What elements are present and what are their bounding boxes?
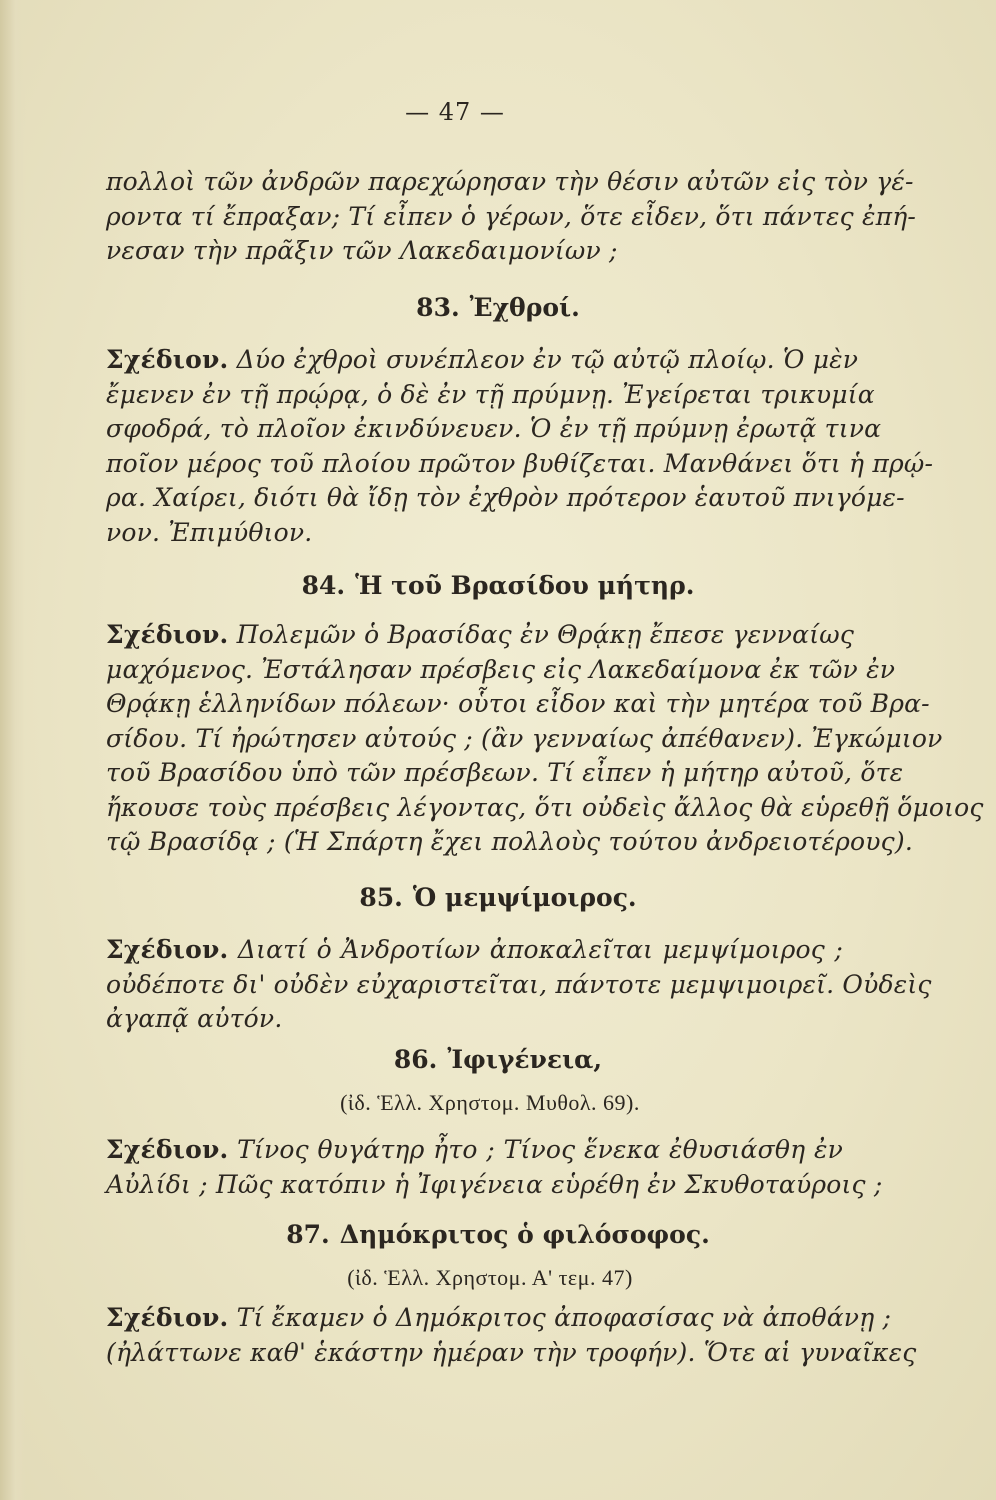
section-heading-87 (0, 1220, 996, 1249)
text-line: (ἠλάττωνε καθ' ἑκάστην ἡμέραν τὴν τροφήν). Ὅτε αἱ γυναῖκες (106, 1337, 917, 1367)
text-line: τοῦ Βρασίδου ὑπὸ τῶν πρέσβεων. Τί εἶπεν ἡ μήτηρ αὐτοῦ, ὅτε (106, 758, 904, 787)
section-title: Ἡ τοῦ Βρασίδου μήτηρ. (355, 571, 695, 600)
text-line: Θρᾴκῃ ἑλληνίδων πόλεων· οὗτοι εἶδον καὶ τὴν μητέρα τοῦ Βρα- (106, 689, 930, 718)
section-title: Ἐχθροί. (469, 293, 580, 322)
text-line: ρα. Χαίρει, διότι θὰ ἴδῃ τὸν ἐχθρὸν πρότερον ἑαυτοῦ πνιγόμε- (106, 483, 905, 512)
text-line: πολλοὶ τῶν ἀνδρῶν παρεχώρησαν τὴν θέσιν αὐτῶν εἰς τὸν γέ- (106, 167, 914, 196)
section-number: 85. (359, 883, 403, 912)
section-number: 86. (393, 1045, 438, 1074)
section-body-83 (106, 343, 934, 550)
section-heading-83 (0, 293, 996, 322)
section-number: 83. (416, 293, 460, 322)
text-line: οὐδέποτε δι' οὐδὲν εὐχαριστεῖται, πάντοτε μεμψιμοιρεῖ. Οὐδεὶς (106, 969, 932, 999)
section-body-86 (106, 1133, 883, 1202)
section-reference-86: (ἰδ. Ἑλλ. Χρηστομ. Μυθολ. 69). (340, 1090, 640, 1115)
text-line: Αὐλίδι ; Πῶς κατόπιν ἡ Ἰφιγένεια εὑρέθη ἐν Σκυθοταύροις ; (106, 1169, 883, 1199)
section-body-85 (106, 933, 932, 1037)
section-number: 84. (301, 571, 346, 600)
section-heading-86 (0, 1045, 996, 1074)
text-line: ἀγαπᾷ αὐτόν. (106, 1004, 283, 1033)
section-title: Ἰφιγένεια, (447, 1045, 603, 1074)
section-heading-85 (0, 883, 996, 912)
text-line: Σχέδιον. Τί ἔκαμεν ὁ Δημόκριτος ἀποφασίσας νὰ ἀποθάνῃ ; (106, 1303, 892, 1332)
text-line: τῷ Βρασίδᾳ ; (Ἡ Σπάρτη ἔχει πολλοὺς τούτου ἀνδρειοτέρους). (106, 827, 913, 856)
text-line: σίδου. Τί ἠρώτησεν αὐτούς ; (ἂν γενναίως ἀπέθανεν). Ἐγκώμιον (106, 723, 943, 753)
section-lead: Σχέδιον. (106, 345, 229, 374)
text-line: νεσαν τὴν πρᾶξιν τῶν Λακεδαιμονίων ; (106, 236, 618, 265)
text-line: Σχέδιον. Πολεμῶν ὁ Βρασίδας ἐν Θρᾴκῃ ἔπεσε γενναίως (106, 620, 855, 649)
text-line: ἤκουσε τοὺς πρέσβεις λέγοντας, ὅτι οὐδεὶς ἄλλος θὰ εὑρεθῇ ὅμοιος (106, 792, 984, 822)
text-line: Σχέδιον. Τίνος θυγάτηρ ἦτο ; Τίνος ἕνεκα ἐθυσιάσθη ἐν (106, 1135, 843, 1164)
page-number: — 47 — (405, 98, 505, 126)
section-heading-84 (0, 571, 996, 600)
text-line: ροντα τί ἔπραξαν; Τί εἶπεν ὁ γέρων, ὅτε εἶδεν, ὅτι πάντες ἐπή- (106, 201, 917, 231)
text-line: σφοδρά, τὸ πλοῖον ἐκινδύνευεν. Ὁ ἐν τῇ πρύμνῃ ἐρωτᾷ τινα (106, 414, 882, 443)
text-line: ἔμενεν ἐν τῇ πρῴρᾳ, ὁ δὲ ἐν τῇ πρύμνῃ. Ἐγείρεται τρικυμία (106, 379, 875, 409)
text-line: νον. Ἐπιμύθιον. (106, 517, 313, 547)
section-title: Ὁ μεμψίμοιρος. (412, 883, 637, 912)
section-lead: Σχέδιον. (106, 1303, 229, 1332)
section-title: Δημόκριτος ὁ φιλόσοφος. (339, 1220, 710, 1249)
section-lead: Σχέδιον. (106, 1135, 229, 1164)
section-number: 87. (286, 1220, 330, 1249)
section-reference-87: (ἰδ. Ἑλλ. Χρηστομ. Α' τεμ. 47) (347, 1265, 633, 1290)
text-line: Σχέδιον. Δύο ἐχθροὶ συνέπλεον ἐν τῷ αὐτῷ πλοίῳ. Ὁ μὲν (106, 345, 859, 374)
section-body-84 (106, 618, 984, 860)
text-line: Σχέδιον. Διατί ὁ Ἀνδροτίων ἀποκαλεῖται μεμψίμοιρος ; (106, 935, 843, 964)
intro-paragraph (106, 165, 917, 269)
section-body-87 (106, 1301, 917, 1370)
text-line: ποῖον μέρος τοῦ πλοίου πρῶτον βυθίζεται. Μανθάνει ὅτι ἡ πρῴ- (106, 448, 934, 478)
section-lead: Σχέδιον. (106, 935, 229, 964)
text-line: μαχόμενος. Ἐστάλησαν πρέσβεις εἰς Λακεδαίμονα ἐκ τῶν ἐν (106, 654, 896, 684)
section-lead: Σχέδιον. (106, 620, 229, 649)
